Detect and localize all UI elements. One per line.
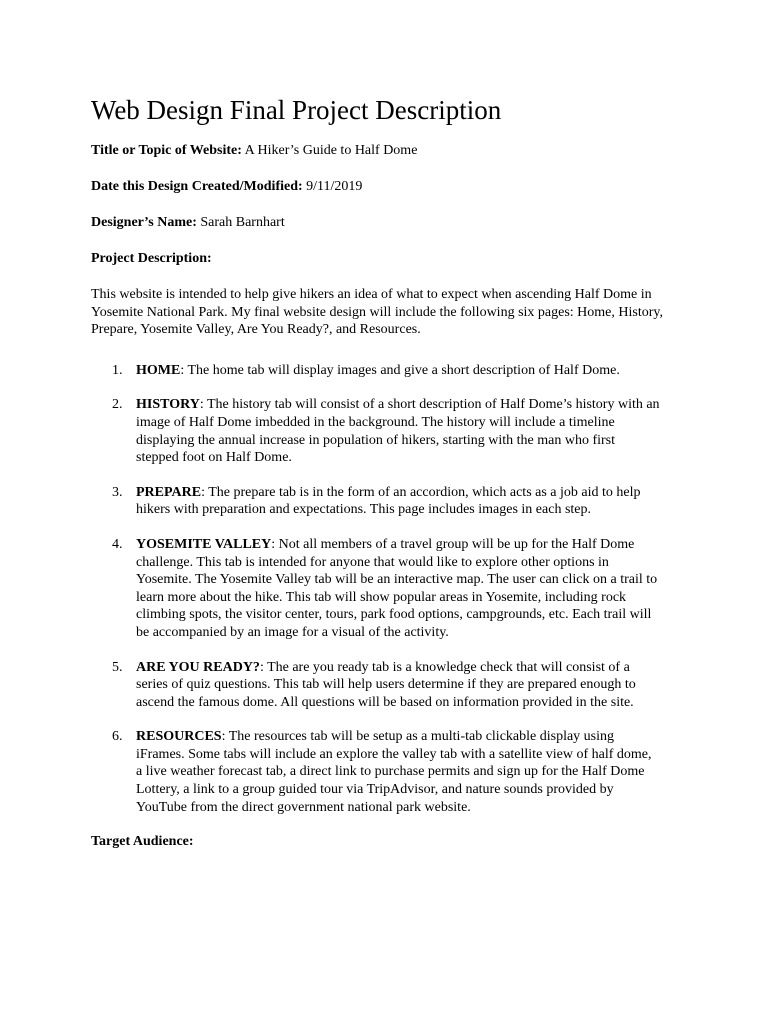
designer-value: Sarah Barnhart xyxy=(200,215,285,230)
list-item-text: : Not all members of a travel group will be up for the Half Dome challenge. This tab is intended for anyone that would like to explore other options in Yosemite. The Yosemite Valley tab will be an interactive map. The user can click on a trail to learn more about the hike. This tab will show popular areas in Yosemite, including rock climbing spots, the visitor center, tours, park food options, campgrounds, etc. Each trail will be accompanied by an image for a visual of the activity. xyxy=(136,536,658,640)
list-item-number: 1. xyxy=(112,362,123,378)
list-item-heading: PREPARE xyxy=(136,484,202,500)
list-item-number: 4. xyxy=(112,536,123,552)
project-description-label: Project Description: xyxy=(91,251,212,266)
date-field xyxy=(91,178,691,196)
topic-value: A Hiker’s Guide to Half Dome xyxy=(244,143,418,158)
list-item-text: : The prepare tab is in the form of an accordion, which acts as a job aid to help hikers with preparation and expectations. This page includes images in each step. xyxy=(136,484,641,518)
list-item-home xyxy=(91,362,661,380)
list-item-number: 6. xyxy=(112,729,123,745)
page-list xyxy=(91,362,691,816)
list-item-yosemite-valley xyxy=(91,536,661,642)
list-item-number: 5. xyxy=(112,659,123,675)
list-item-heading: ARE YOU READY? xyxy=(136,659,260,675)
list-item-number: 3. xyxy=(112,484,123,500)
list-item-number: 2. xyxy=(112,397,123,413)
list-item-text: : The history tab will consist of a short description of Half Dome’s history with an image of Half Dome imbedded in the background. The history will include a timeline displaying the annual increase in population of hikers, starting with the man who first stepped foot on Half Dome. xyxy=(136,397,660,466)
list-item-heading: HISTORY xyxy=(136,397,200,413)
list-item-resources xyxy=(91,728,661,816)
document-page xyxy=(91,92,691,865)
project-description-heading xyxy=(91,250,691,268)
intro-paragraph: This website is intended to help give hikers an idea of what to expect when ascending Half Dome in Yosemite National Park. My final website design will include the following six pages: Home, History, Prepare, Yosemite Valley, Are You Ready?, and Resources. xyxy=(91,287,663,338)
target-audience-heading: Target Audience: xyxy=(91,834,194,850)
list-item-text: : The are you ready tab is a knowledge check that will consist of a series of quiz questions. This tab will help users determine if they are prepared enough to ascend the famous dome. All questions will be based on information provided in the site. xyxy=(136,659,636,710)
designer-field xyxy=(91,214,691,232)
list-item-text: : The resources tab will be setup as a multi-tab clickable display using iFrames. Some tabs will include an explore the valley tab with a satellite view of half dome, a live weather forecast tab, a direct link to purchase permits and sign up for the Half Dome Lottery, a link to a group guided tour via TripAdvisor, and nature sounds provided by YouTube from the direct government national park website. xyxy=(136,729,652,815)
list-item-heading: YOSEMITE VALLEY xyxy=(136,536,272,552)
list-item-heading: RESOURCES xyxy=(136,729,222,745)
document-title: Web Design Final Project Description xyxy=(91,95,502,125)
date-value: 9/11/2019 xyxy=(306,179,363,194)
topic-label: Title or Topic of Website: xyxy=(91,143,242,158)
list-item-are-you-ready xyxy=(91,659,661,712)
list-item-text: : The home tab will display images and give a short description of Half Dome. xyxy=(180,362,620,378)
list-item-heading: HOME xyxy=(136,362,181,378)
date-label: Date this Design Created/Modified: xyxy=(91,179,303,194)
list-item-history xyxy=(91,396,661,466)
topic-field xyxy=(91,142,691,160)
designer-label: Designer’s Name: xyxy=(91,215,197,230)
list-item-prepare xyxy=(91,484,661,519)
